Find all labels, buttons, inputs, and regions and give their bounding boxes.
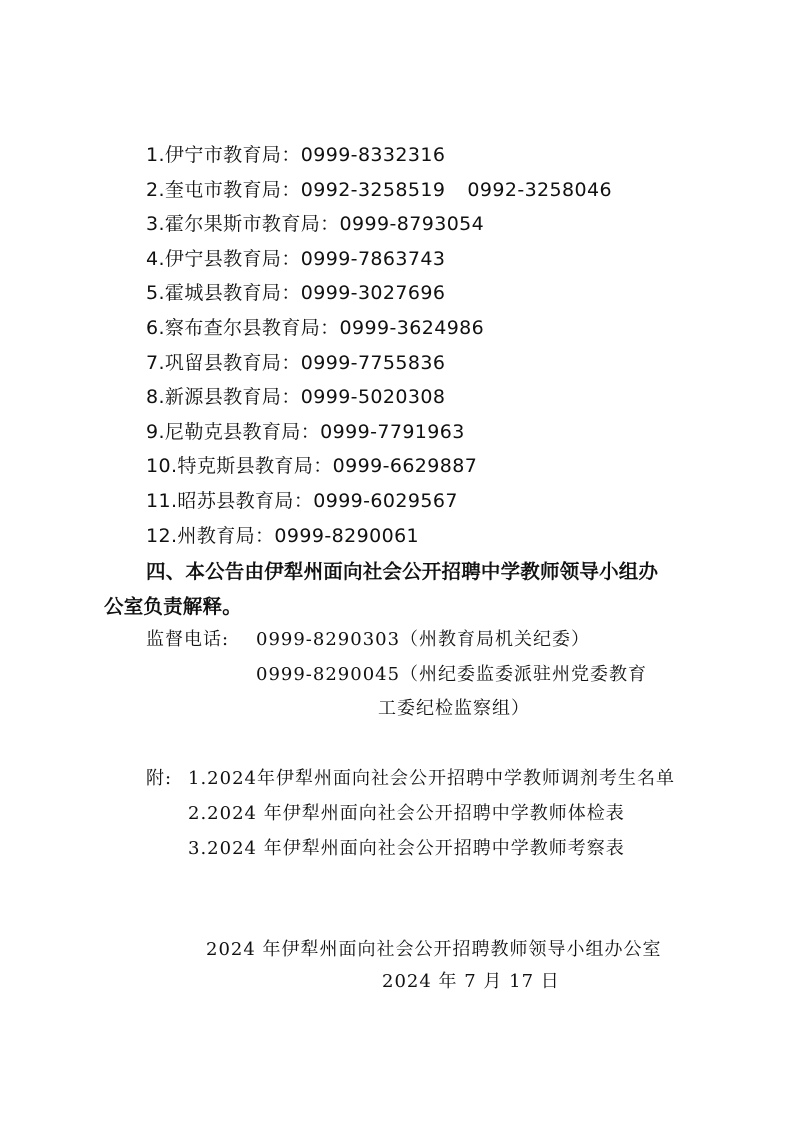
attachments-label: 附: [146,768,173,789]
attachment-item: 2.2024 年伊犁州面向社会公开招聘中学教师体检表 [188,803,625,824]
contact-item [146,415,612,450]
contact-item [146,484,612,519]
contact-text: 1.伊宁市教育局：0999-8332316 [146,144,446,166]
section-four-paragraph [104,554,704,624]
contact-list [146,138,612,553]
contact-item [146,173,612,208]
supervision-phone-1: 0999-8290303（州教育局机关纪委） [256,629,591,650]
supervision-phone-2-continued: 工委纪检监察组） [378,698,530,719]
contact-item [146,311,612,346]
contact-text: 8.新源县教育局：0999-5020308 [146,386,446,409]
contact-text: 4.伊宁县教育局：0999-7863743 [146,247,446,270]
contact-item [146,242,612,277]
contact-text: 7.巩留县教育局：0999-7755836 [146,351,446,374]
contact-item [146,276,612,311]
contact-item [146,346,612,381]
attachment-item: 1.2024年伊犁州面向社会公开招聘中学教师调剂考生名单 [188,768,675,789]
contact-item [146,138,612,173]
signature-organization: 2024 年伊犁州面向社会公开招聘教师领导小组办公室 [206,939,662,960]
attachment-item: 3.2024 年伊犁州面向社会公开招聘中学教师考察表 [188,838,625,859]
contact-text: 11.昭苏县教育局：0999-6029567 [146,489,458,512]
signature-date: 2024 年 7 月 17 日 [382,971,560,992]
supervision-phone-2: 0999-8290045（州纪委监委派驻州党委教育 [256,664,648,685]
contact-text: 12.州教育局：0999-8290061 [146,524,420,547]
contact-item [146,449,612,484]
contact-text: 9.尼勒克县教育局：0999-7791963 [146,420,465,443]
contact-extra-phone: 0992-3258046 [467,178,612,201]
contact-item [146,519,612,554]
section-four-line1: 四、本公告由伊犁州面向社会公开招聘中学教师领导小组办 [146,560,659,583]
supervision-label: 监督电话: [146,629,230,650]
contact-text: 2.奎屯市教育局：0992-3258519 [146,178,446,201]
contact-item [146,207,612,242]
contact-text: 10.特克斯县教育局：0999-6629887 [146,455,478,478]
contact-item [146,380,612,415]
contact-text: 6.察布查尔县教育局：0999-3624986 [146,316,485,339]
contact-text: 3.霍尔果斯市教育局：0999-8793054 [146,213,485,236]
section-four-line2: 公室负责解释。 [104,595,242,618]
contact-text: 5.霍城县教育局：0999-3027696 [146,282,446,305]
